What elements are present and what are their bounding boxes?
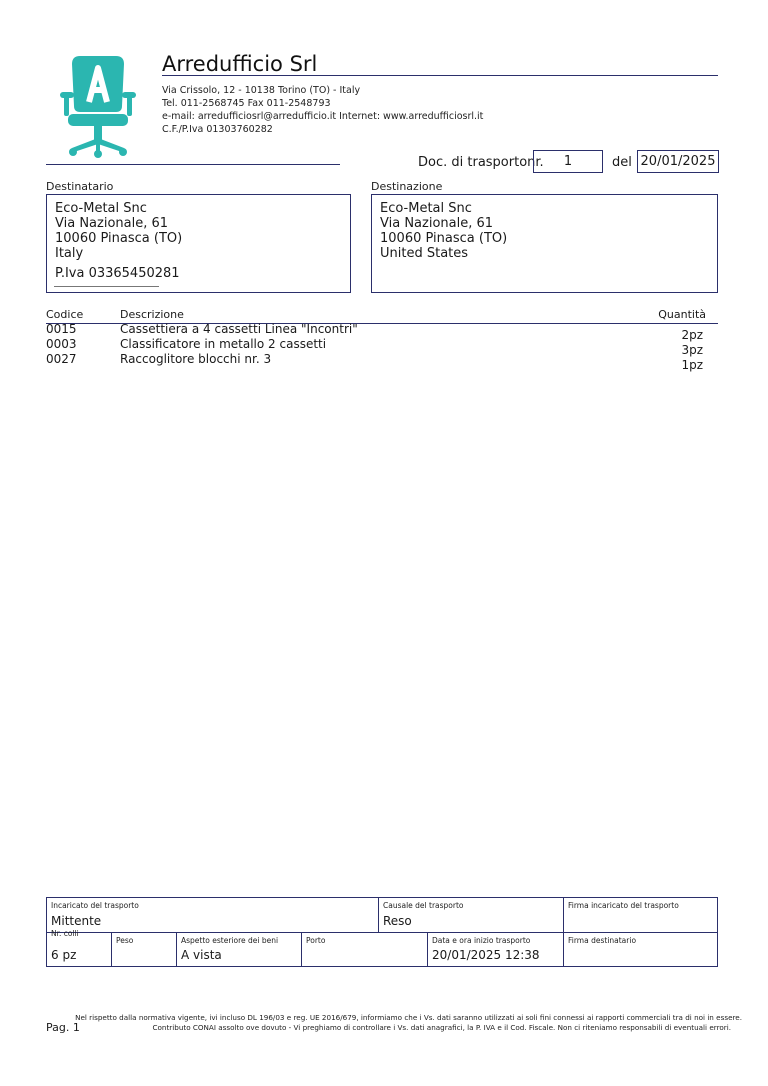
items-list [46, 322, 606, 367]
weight-field [111, 932, 177, 967]
header-divider [46, 164, 340, 165]
packages-value: 6 pz [51, 948, 77, 962]
appearance-field [176, 932, 302, 967]
recipient-signature-label: Firma destinatario [568, 936, 637, 945]
reason-field [378, 897, 564, 933]
table-row [46, 337, 606, 352]
company-address: Via Crissolo, 12 - 10138 Torino (TO) - Italy [162, 85, 361, 96]
item-code: 0027 [46, 352, 77, 366]
item-description: Classificatore in metallo 2 cassetti [120, 337, 327, 351]
col-header-code: Codice [46, 308, 84, 321]
recipient-city: 10060 Pinasca (TO) [55, 231, 183, 246]
col-header-quantity: Quantità [658, 308, 706, 321]
company-divider [162, 75, 718, 76]
company-phone: Tel. 011-2568745 Fax 011-2548793 [162, 98, 331, 109]
recipient-signature-field [563, 932, 718, 967]
transport-start-label: Data e ora inizio trasporto [432, 936, 531, 945]
item-code: 0015 [46, 322, 77, 336]
item-quantity: 1pz [681, 358, 703, 372]
reason-value: Reso [383, 914, 412, 928]
privacy-notice: Nel rispetto dalla normativa vigente, ivi incluso DL 196/03 e reg. UE 2016/679, informiamo che i Vs. dati saranno utilizzati ai soli fini connessi ai rapporti commerciali tra di noi in essere. [75, 1013, 742, 1022]
item-quantity: 2pz [681, 328, 703, 342]
doc-date-label: del [612, 155, 632, 170]
carrier-label: Incaricato del trasporto [51, 901, 139, 910]
carrier-value: Mittente [51, 914, 102, 928]
carrier-field [46, 897, 379, 933]
conai-notice: Contributo CONAI assolto ove dovuto - Vi preghiamo di controllare i Vs. dati anagrafici, la P. IVA e il Cod. Fiscale. Non ci riteniamo responsabili di eventuali errori. [152, 1023, 731, 1032]
doc-number-label: Doc. di trasportonr. [418, 155, 544, 170]
destination-label: Destinazione [371, 180, 443, 193]
col-header-description: Descrizione [120, 308, 184, 321]
page-number: Pag. 1 [46, 1021, 80, 1034]
destination-city: 10060 Pinasca (TO) [380, 231, 508, 246]
weight-label: Peso [116, 936, 134, 945]
appearance-value: A vista [181, 948, 222, 962]
item-quantity: 3pz [681, 343, 703, 357]
transport-start-field [427, 932, 564, 967]
transport-start-value: 20/01/2025 12:38 [432, 948, 540, 962]
recipient-country: Italy [55, 246, 84, 261]
carrier-signature-label: Firma incaricato del trasporto [568, 901, 679, 910]
recipient-box [46, 194, 351, 293]
item-description: Raccoglitore blocchi nr. 3 [120, 352, 272, 366]
appearance-label: Aspetto esteriore dei beni [181, 936, 279, 945]
reason-label: Causale del trasporto [383, 901, 464, 910]
recipient-street: Via Nazionale, 61 [55, 216, 169, 231]
port-label: Porto [306, 936, 326, 945]
recipient-label: Destinatario [46, 180, 114, 193]
company-contact: e-mail: arredufficiosrl@arredufficio.it Internet: www.arredufficiosrl.it [162, 111, 484, 122]
carrier-signature-field [563, 897, 718, 933]
destination-box [371, 194, 718, 293]
company-logo [58, 52, 138, 160]
doc-number: 1 [533, 150, 603, 173]
table-row [46, 352, 606, 367]
recipient-vat: P.Iva 03365450281 [55, 266, 180, 281]
packages-label: Nr. colli [51, 929, 79, 938]
recipient-name: Eco-Metal Snc [55, 201, 147, 216]
destination-country: United States [380, 246, 469, 261]
item-code: 0003 [46, 337, 77, 351]
doc-date: 20/01/2025 [637, 150, 719, 173]
vat-underline [54, 286, 159, 287]
destination-name: Eco-Metal Snc [380, 201, 472, 216]
table-row [46, 322, 606, 337]
company-name: Arredufficio Srl [162, 52, 318, 76]
item-description: Cassettiera a 4 cassetti Linea "Incontri" [120, 322, 358, 336]
quantity-column [640, 328, 703, 373]
company-tax-id: C.F./P.Iva 01303760282 [162, 124, 273, 135]
port-field [301, 932, 428, 967]
packages-field [46, 929, 112, 967]
destination-street: Via Nazionale, 61 [380, 216, 494, 231]
